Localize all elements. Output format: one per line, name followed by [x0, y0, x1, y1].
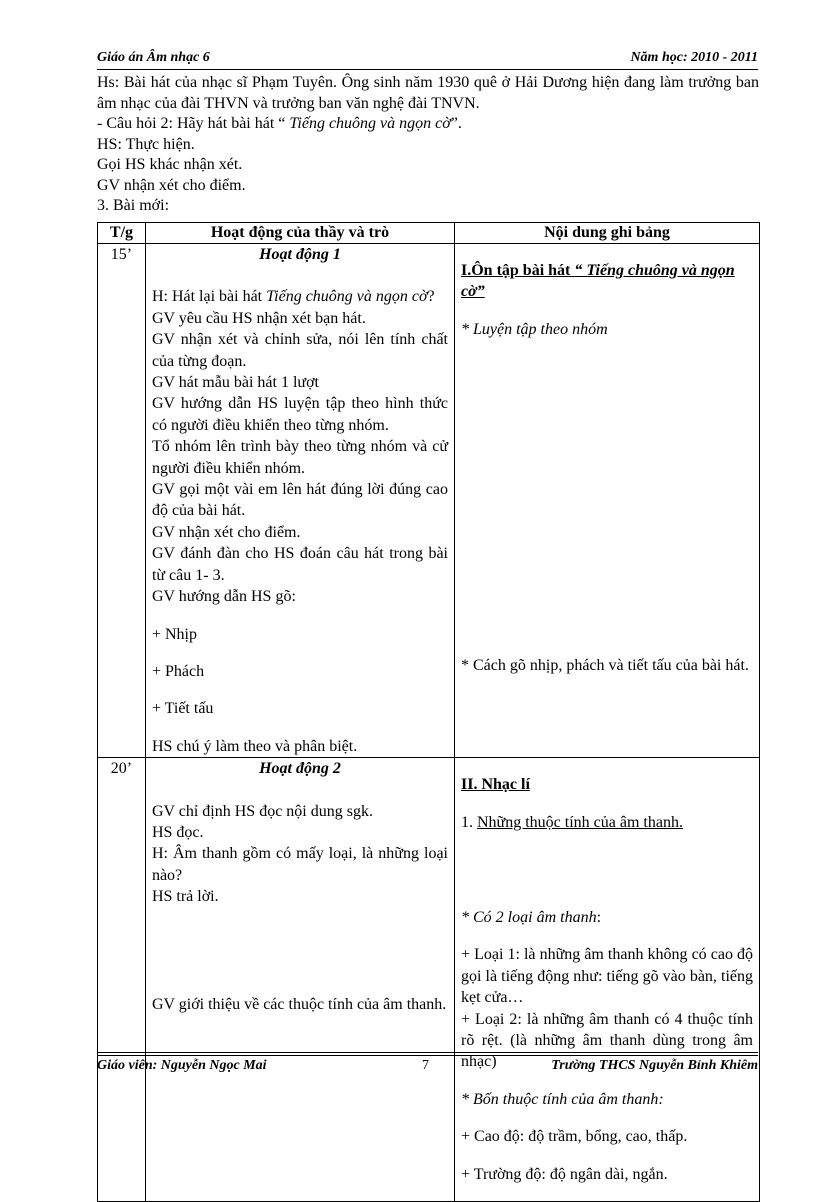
- header-subject: Giáo án Âm nhạc 6: [97, 50, 210, 65]
- row1-step: GV đánh đàn cho HS đoán câu hát trong bài từ câu 1- 3.: [151, 545, 448, 584]
- table-row: [98, 244, 760, 758]
- row1-step: GV gọi một vài em lên hát đúng lời đúng cao độ của bài hát.: [151, 481, 448, 520]
- row1-step: GV hướng dẫn HS gõ:: [151, 588, 296, 606]
- page-footer: [97, 1058, 758, 1076]
- row2-step: HS trả lời.: [151, 888, 219, 906]
- footer-rule: [97, 1052, 758, 1053]
- header-rule: [97, 69, 758, 70]
- row2-time: 20’: [98, 758, 146, 1202]
- intro-q2-text: - Câu hỏi 2: Hãy hát bài hát “: [97, 115, 290, 132]
- header-time: T/g: [98, 223, 146, 244]
- intro-line-5: GV nhận xét cho điểm.: [97, 176, 246, 194]
- intro-line-6: 3. Bài mới:: [97, 197, 170, 214]
- row2-content-title: II. Nhạc lí: [461, 776, 530, 794]
- intro-q2-end: ”.: [450, 115, 462, 132]
- row1-question: [152, 286, 448, 307]
- footer-page-number: 7: [422, 1058, 429, 1073]
- row1-content-title-song: “ Tiếng chuông và ngọn cờ”: [461, 262, 735, 301]
- row1-question-song: Tiếng chuông và ngọn cờ: [266, 288, 428, 306]
- row1-question-text: H: Hát lại bài hát: [151, 288, 267, 306]
- row1-step: + Nhịp: [151, 625, 197, 643]
- row1-step: GV hướng dẫn HS luyện tập theo hình thức có người điều khiển theo từng nhóm.: [151, 395, 448, 434]
- row2-content-item: + Loại 1: là những âm thanh không có cao độ gọi là tiếng động như: tiếng gõ vào bàn, tiếng kẹt cửa…: [461, 946, 753, 1007]
- intro-song-title: Tiếng chuông và ngọn cờ: [289, 115, 451, 132]
- row2-step: HS đọc.: [151, 823, 204, 841]
- row2-content-item: [461, 907, 753, 928]
- row2-content-item: + Loại 2: là những âm thanh có 4 thuộc tính rõ rệt. (là những âm thanh dùng trong âm nhạc): [461, 1010, 753, 1071]
- row2-step: GV giới thiệu về các thuộc tính của âm thanh.: [151, 995, 447, 1013]
- table-header-row: [98, 223, 760, 244]
- intro-line-2: [97, 114, 759, 135]
- row1-content: [455, 244, 760, 758]
- row1-question-end: ?: [427, 288, 435, 306]
- intro-line-4: Gọi HS khác nhận xét.: [97, 156, 243, 173]
- row2-activity: [145, 758, 454, 1202]
- intro-line-1: Hs: Bài hát của nhạc sĩ Phạm Tuyên. Ông sinh năm 1930 quê ở Hải Dương hiện đang làm trưởng ban âm nhạc của đài THVN và trưởng ban văn nghệ đài TNVN.: [97, 74, 759, 112]
- intro-line-3: HS: Thực hiện.: [97, 135, 195, 153]
- row1-step: GV yêu cầu HS nhận xét bạn hát.: [151, 309, 366, 327]
- intro-section: [97, 73, 759, 217]
- row1-content-item: * Luyện tập theo nhóm: [461, 320, 608, 338]
- row2-content: [455, 758, 760, 1202]
- row1-step: Tổ nhóm lên trình bày theo từng nhóm và cử người điều khiển nhóm.: [151, 438, 448, 477]
- row2-subtitle-number: 1.: [461, 813, 477, 831]
- row2-step: H: Âm thanh gồm có mấy loại, là những loại nào?: [151, 845, 448, 884]
- row1-step: GV nhận xét và chỉnh sửa, nói lên tính chất của từng đoạn.: [151, 331, 448, 370]
- footer-school: Trường THCS Nguyễn Bỉnh Khiêm: [551, 1058, 758, 1073]
- row1-step: GV hát mẫu bài hát 1 lượt: [151, 374, 319, 392]
- header-content: Nội dung ghi bảng: [455, 223, 760, 244]
- footer-rule: [97, 1055, 758, 1056]
- row1-content-title-text: I.Ôn tập bài hát: [461, 262, 575, 279]
- row1-step: + Phách: [151, 662, 205, 680]
- header-activity: Hoạt động của thầy và trò: [145, 223, 454, 244]
- row1-time: 15’: [98, 244, 146, 758]
- page-header: [97, 50, 758, 68]
- row2-activity-title: Hoạt động 2: [259, 760, 341, 778]
- row2-step: GV chỉ định HS đọc nội dung sgk.: [151, 802, 373, 820]
- table-row: [98, 758, 760, 1202]
- header-school-year: Năm học: 2010 - 2011: [630, 50, 758, 65]
- row2-item-colon: :: [596, 908, 602, 926]
- row1-activity-title: Hoạt động 1: [259, 246, 341, 263]
- row1-activity: [145, 244, 454, 758]
- row1-step: HS chú ý làm theo và phân biệt.: [151, 737, 358, 755]
- row1-step: + Tiết tấu: [151, 700, 214, 718]
- row2-subtitle-text: Những thuộc tính của âm thanh.: [477, 813, 683, 831]
- row1-content-item: * Cách gõ nhịp, phách và tiết tấu của bài hát.: [461, 657, 749, 675]
- row2-content-item: * Bốn thuộc tính của âm thanh:: [461, 1090, 664, 1108]
- row2-content-subtitle: [461, 812, 753, 833]
- row2-content-item: + Cao độ: độ trầm, bổng, cao, thấp.: [461, 1128, 688, 1146]
- footer-teacher: Giáo viên: Nguyễn Ngọc Mai: [97, 1058, 267, 1073]
- row1-content-title: [461, 260, 753, 303]
- row2-item-lead: * Có 2 loại âm thanh: [461, 908, 597, 926]
- row1-step: GV nhận xét cho điểm.: [151, 523, 301, 541]
- row2-content-item: + Trường độ: độ ngân dài, ngắn.: [461, 1165, 668, 1183]
